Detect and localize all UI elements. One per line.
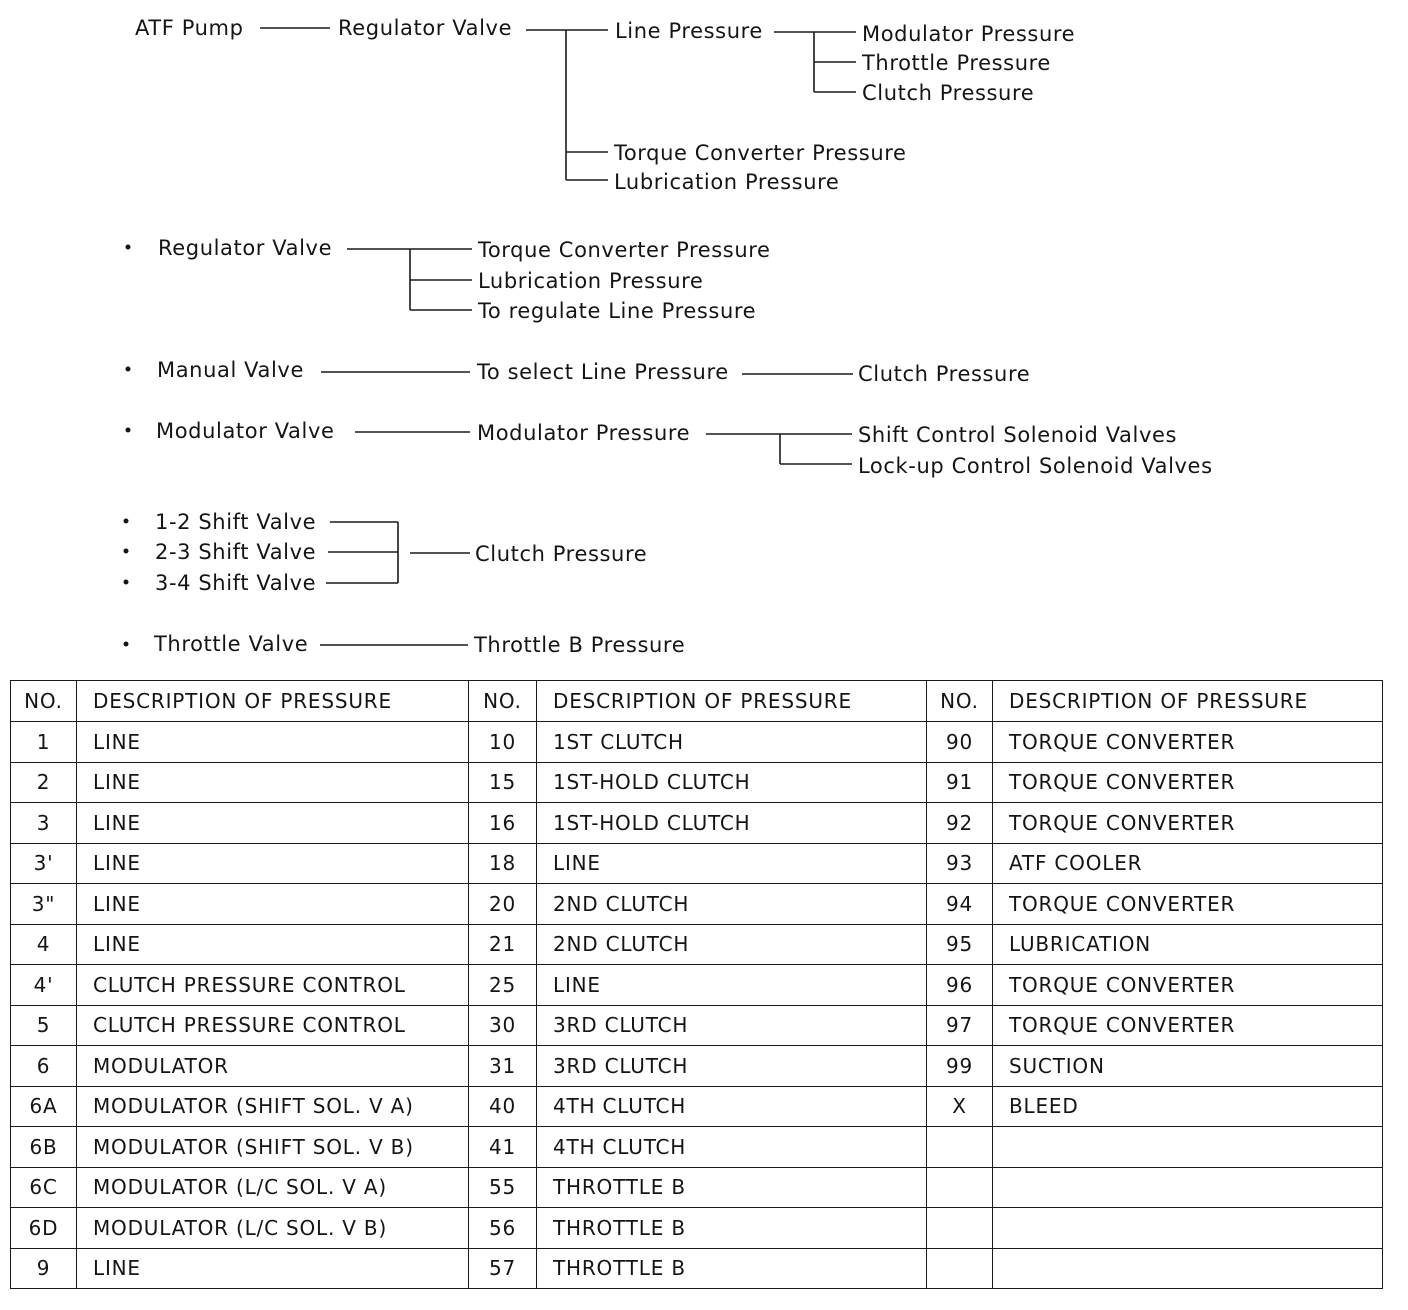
pressure-number-cell: X <box>927 1086 993 1127</box>
table-row <box>11 1086 1383 1127</box>
pressure-number-cell <box>927 1208 993 1249</box>
throttle-b-pressure-output: Throttle B Pressure <box>474 633 686 657</box>
table-row <box>11 1127 1383 1168</box>
manual-valve-label: Manual Valve <box>157 358 304 382</box>
pressure-number-cell: 96 <box>927 965 993 1006</box>
table-row <box>11 1167 1383 1208</box>
pressure-description-cell: LINE <box>537 965 927 1006</box>
modulator-pressure-output: Modulator Pressure <box>862 22 1076 46</box>
table-row <box>11 965 1383 1006</box>
table-row <box>11 1208 1383 1249</box>
column-header-description: DESCRIPTION OF PRESSURE <box>77 681 469 722</box>
pressure-description-table <box>10 680 1383 1289</box>
pressure-description-cell: LINE <box>537 843 927 884</box>
pressure-description-cell: TORQUE CONVERTER <box>993 1005 1383 1046</box>
table-row <box>11 1248 1383 1289</box>
pressure-number-cell: 18 <box>469 843 537 884</box>
pressure-number-cell: 95 <box>927 924 993 965</box>
table-row <box>11 1005 1383 1046</box>
table-row <box>11 722 1383 763</box>
pressure-number-cell: 94 <box>927 884 993 925</box>
pressure-description-cell: LINE <box>77 1248 469 1289</box>
shift-valve-2-3-label: 2-3 Shift Valve <box>155 540 317 564</box>
pressure-number-cell: 2 <box>11 762 77 803</box>
pressure-description-cell <box>993 1127 1383 1168</box>
pressure-number-cell: 5 <box>11 1005 77 1046</box>
modulator-pressure-label: Modulator Pressure <box>477 421 691 445</box>
pressure-description-cell: 1ST-HOLD CLUTCH <box>537 803 927 844</box>
lockup-control-solenoid-output: Lock-up Control Solenoid Valves <box>858 454 1213 478</box>
shift-clutch-pressure-output: Clutch Pressure <box>475 542 648 566</box>
regulator-valve-label: Regulator Valve <box>338 16 513 40</box>
shift-control-solenoid-output: Shift Control Solenoid Valves <box>858 423 1178 447</box>
pressure-description-cell: MODULATOR <box>77 1046 469 1087</box>
pressure-description-cell: MODULATOR (L/C SOL. V A) <box>77 1167 469 1208</box>
modulator-valve-label: Modulator Valve <box>156 419 335 443</box>
table-row <box>11 803 1383 844</box>
pressure-number-cell: 6B <box>11 1127 77 1168</box>
select-line-pressure-label: To select Line Pressure <box>477 360 729 384</box>
pressure-number-cell: 6D <box>11 1208 77 1249</box>
pressure-number-cell <box>927 1167 993 1208</box>
pressure-description-cell <box>993 1248 1383 1289</box>
lubrication-pressure-output: Lubrication Pressure <box>614 170 840 194</box>
pressure-description-cell: MODULATOR (SHIFT SOL. V B) <box>77 1127 469 1168</box>
pressure-description-cell: TORQUE CONVERTER <box>993 803 1383 844</box>
table-row <box>11 1046 1383 1087</box>
pressure-description-cell: LINE <box>77 803 469 844</box>
column-header-no: NO. <box>11 681 77 722</box>
clutch-pressure-output: Clutch Pressure <box>862 81 1035 105</box>
pressure-description-cell: ATF COOLER <box>993 843 1383 884</box>
pressure-number-cell: 91 <box>927 762 993 803</box>
pressure-description-cell: BLEED <box>993 1086 1383 1127</box>
pressure-number-cell: 20 <box>469 884 537 925</box>
pressure-description-cell: TORQUE CONVERTER <box>993 965 1383 1006</box>
torque-converter-pressure-output: Torque Converter Pressure <box>614 141 907 165</box>
column-header-no: NO. <box>469 681 537 722</box>
pressure-description-cell: 1ST CLUTCH <box>537 722 927 763</box>
pressure-description-cell: 4TH CLUTCH <box>537 1127 927 1168</box>
pressure-description-cell: MODULATOR (SHIFT SOL. V A) <box>77 1086 469 1127</box>
table-row <box>11 843 1383 884</box>
pressure-number-cell: 9 <box>11 1248 77 1289</box>
pressure-number-cell: 41 <box>469 1127 537 1168</box>
pressure-description-cell: THROTTLE B <box>537 1208 927 1249</box>
pressure-description-cell: LUBRICATION <box>993 924 1383 965</box>
pressure-description-cell: LINE <box>77 762 469 803</box>
shift-valve-3-4-label: 3-4 Shift Valve <box>155 571 317 595</box>
pressure-description-cell <box>993 1167 1383 1208</box>
pressure-description-cell: TORQUE CONVERTER <box>993 762 1383 803</box>
pressure-number-cell: 99 <box>927 1046 993 1087</box>
pressure-number-cell: 6A <box>11 1086 77 1127</box>
pressure-description-cell: 1ST-HOLD CLUTCH <box>537 762 927 803</box>
pressure-number-cell: 40 <box>469 1086 537 1127</box>
pressure-number-cell: 31 <box>469 1046 537 1087</box>
pressure-number-cell: 4 <box>11 924 77 965</box>
pressure-number-cell: 3 <box>11 803 77 844</box>
line-pressure-label: Line Pressure <box>615 19 763 43</box>
column-header-no: NO. <box>927 681 993 722</box>
table-row <box>11 924 1383 965</box>
pressure-number-cell: 21 <box>469 924 537 965</box>
pressure-number-cell: 55 <box>469 1167 537 1208</box>
pressure-number-cell: 6 <box>11 1046 77 1087</box>
pressure-number-cell: 16 <box>469 803 537 844</box>
regulator-torque-converter-output: Torque Converter Pressure <box>478 238 771 262</box>
pressure-number-cell: 56 <box>469 1208 537 1249</box>
pressure-number-cell: 10 <box>469 722 537 763</box>
table-body <box>11 722 1383 1289</box>
column-header-description: DESCRIPTION OF PRESSURE <box>537 681 927 722</box>
manual-clutch-pressure-output: Clutch Pressure <box>858 362 1031 386</box>
table-row <box>11 884 1383 925</box>
pressure-description-cell: CLUTCH PRESSURE CONTROL <box>77 965 469 1006</box>
pressure-description-cell: LINE <box>77 843 469 884</box>
pressure-description-cell: CLUTCH PRESSURE CONTROL <box>77 1005 469 1046</box>
pressure-description-cell: 2ND CLUTCH <box>537 884 927 925</box>
pressure-description-cell: LINE <box>77 924 469 965</box>
pressure-number-cell: 90 <box>927 722 993 763</box>
shift-valve-1-2-label: 1-2 Shift Valve <box>155 510 317 534</box>
pressure-description-cell: 3RD CLUTCH <box>537 1046 927 1087</box>
atf-pump-label: ATF Pump <box>135 16 244 40</box>
pressure-number-cell: 4' <box>11 965 77 1006</box>
pressure-number-cell: 15 <box>469 762 537 803</box>
column-header-description: DESCRIPTION OF PRESSURE <box>993 681 1383 722</box>
throttle-pressure-output: Throttle Pressure <box>862 51 1051 75</box>
pressure-description-cell: 3RD CLUTCH <box>537 1005 927 1046</box>
pressure-number-cell: 57 <box>469 1248 537 1289</box>
pressure-description-cell: TORQUE CONVERTER <box>993 722 1383 763</box>
throttle-valve-label: Throttle Valve <box>154 632 309 656</box>
pressure-description-cell: 4TH CLUTCH <box>537 1086 927 1127</box>
pressure-number-cell: 30 <box>469 1005 537 1046</box>
pressure-description-cell <box>993 1208 1383 1249</box>
pressure-number-cell: 97 <box>927 1005 993 1046</box>
pressure-description-cell: LINE <box>77 884 469 925</box>
pressure-description-cell: TORQUE CONVERTER <box>993 884 1383 925</box>
pressure-number-cell: 25 <box>469 965 537 1006</box>
pressure-description-cell: SUCTION <box>993 1046 1383 1087</box>
regulator-lubrication-output: Lubrication Pressure <box>478 269 704 293</box>
pressure-number-cell: 1 <box>11 722 77 763</box>
pressure-number-cell: 93 <box>927 843 993 884</box>
regulator-valve-bullet-label: Regulator Valve <box>158 236 333 260</box>
pressure-number-cell: 92 <box>927 803 993 844</box>
table-row <box>11 762 1383 803</box>
pressure-description-cell: MODULATOR (L/C SOL. V B) <box>77 1208 469 1249</box>
pressure-number-cell <box>927 1127 993 1168</box>
pressure-number-cell <box>927 1248 993 1289</box>
pressure-number-cell: 6C <box>11 1167 77 1208</box>
pressure-description-cell: THROTTLE B <box>537 1248 927 1289</box>
pressure-number-cell: 3" <box>11 884 77 925</box>
pressure-description-cell: THROTTLE B <box>537 1167 927 1208</box>
pressure-number-cell: 3' <box>11 843 77 884</box>
pressure-description-cell: 2ND CLUTCH <box>537 924 927 965</box>
table-header-row <box>11 681 1383 722</box>
pressure-description-cell: LINE <box>77 722 469 763</box>
regulator-line-pressure-output: To regulate Line Pressure <box>478 299 757 323</box>
